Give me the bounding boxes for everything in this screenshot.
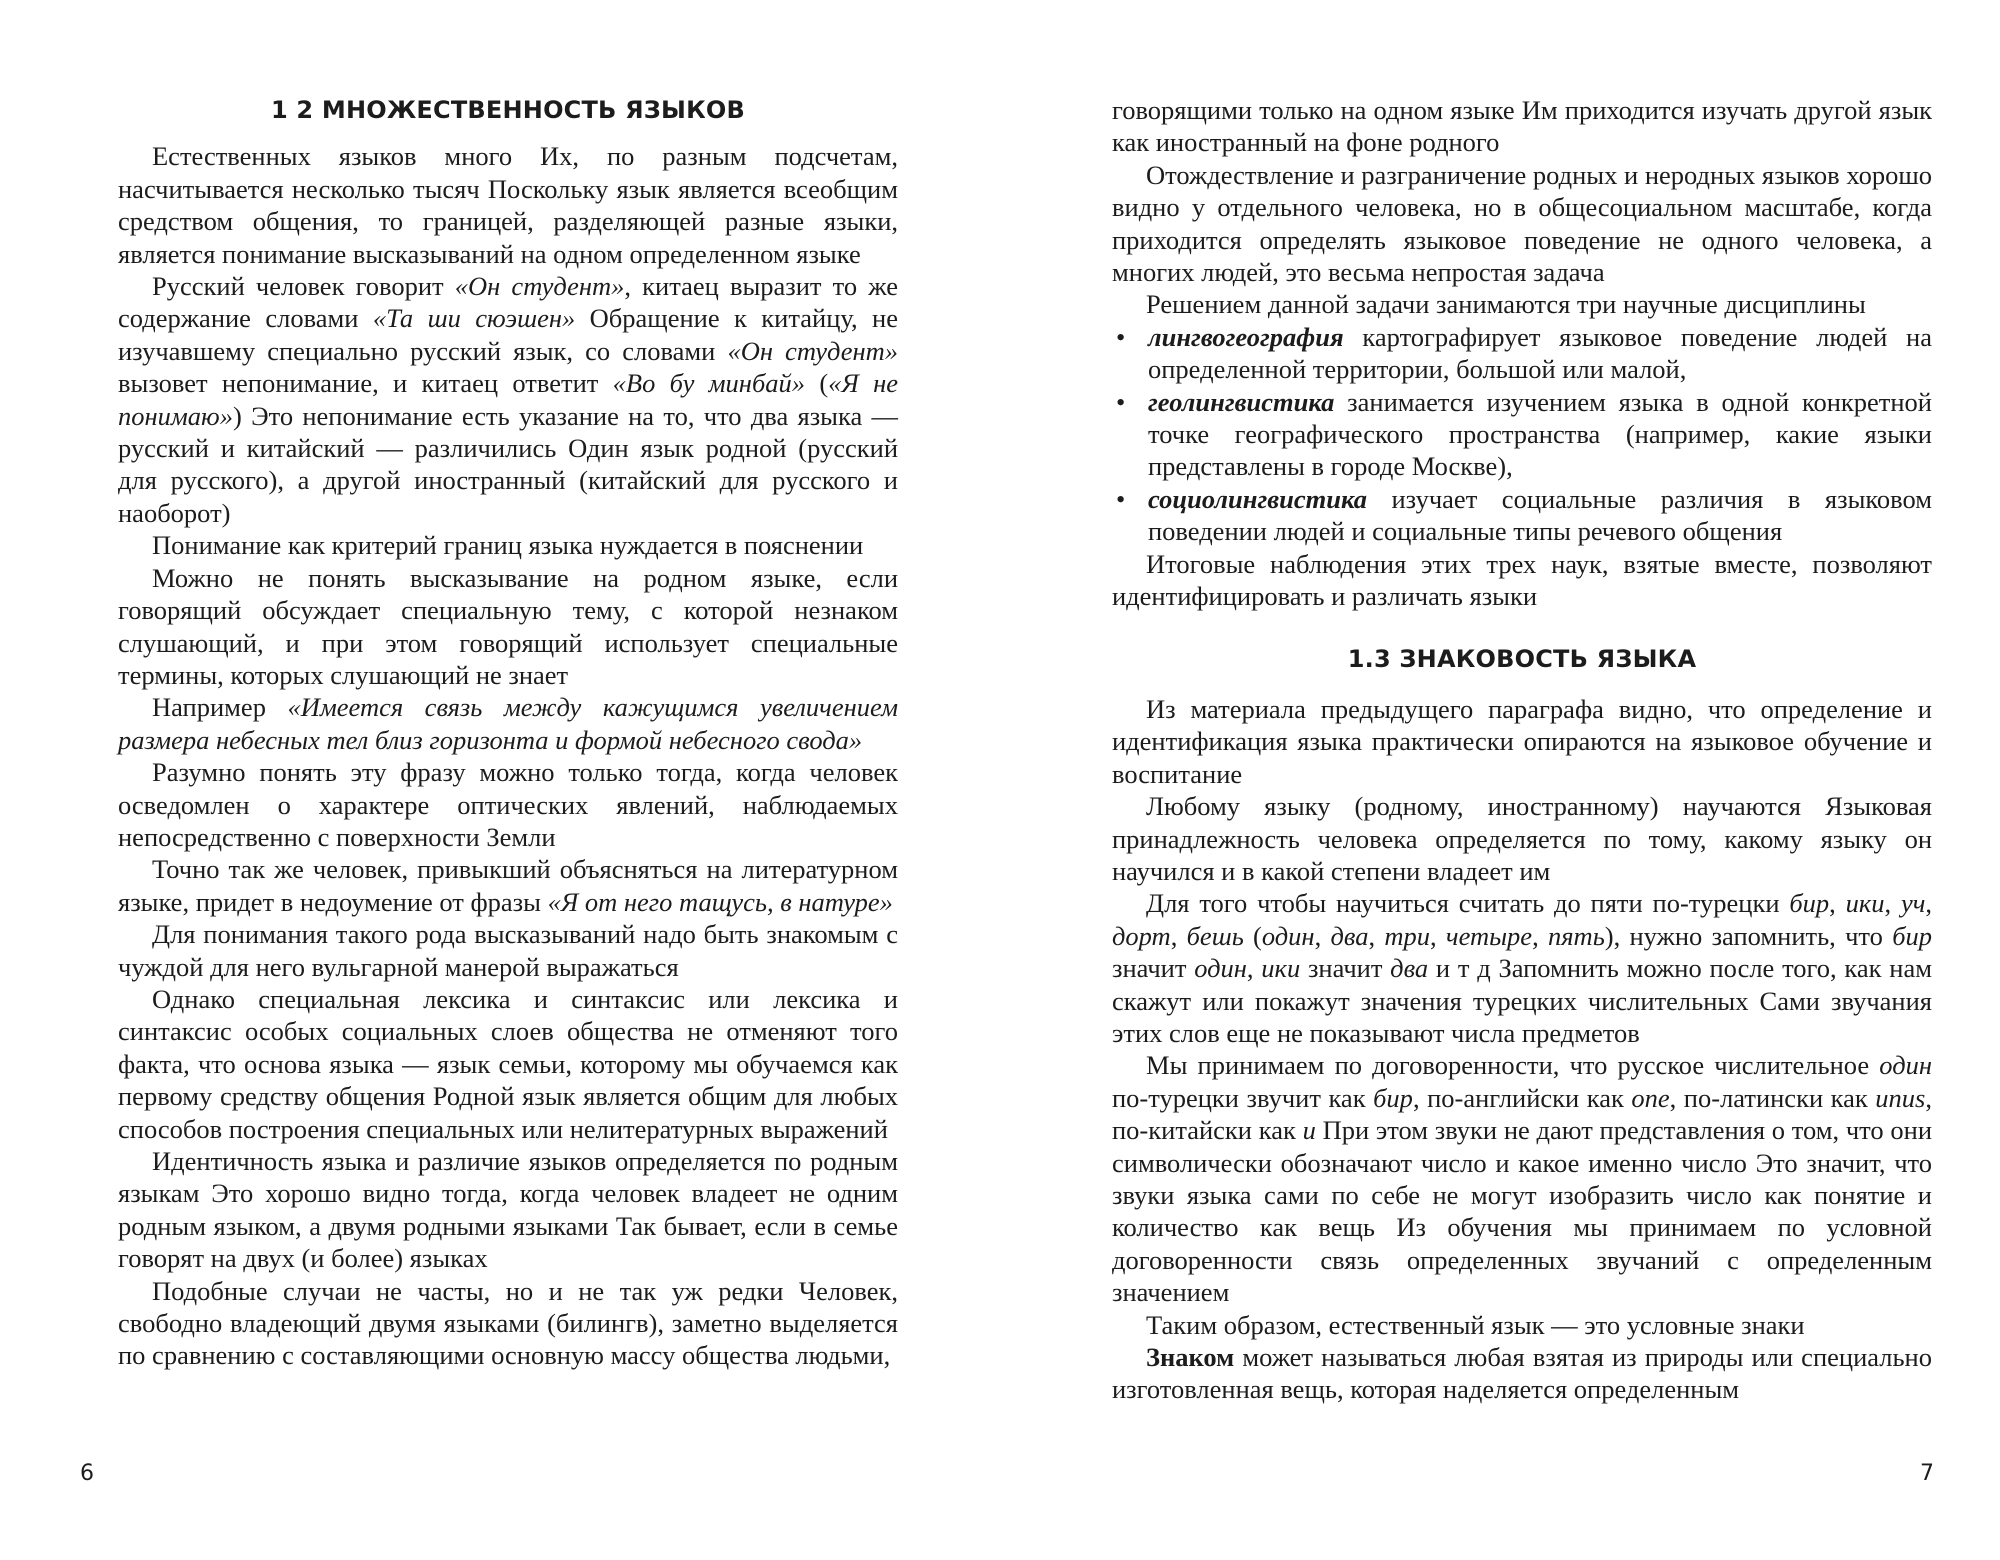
page-number: 7 xyxy=(1920,1461,1934,1486)
paragraph: Мы принимаем по договоренности, что русское числительное один по-турецки звучит как бир, по-английски как one, по-латински как unus, по-китайски как и При этом звуки не дают представления о том, что они символически обозначают число и какое именно число Это значит, что звуки языка сами по себе не могут изобразить число как понятие и количество как вещь Из обучения мы принимаем по условной договоренности связь определенных звучаний с определенным значением xyxy=(1112,1050,1932,1308)
list-item: • социолингвистика изучает социальные различия в языковом поведении людей и социальные типы речевого общения xyxy=(1112,483,1932,548)
paragraph: Понимание как критерий границ языка нуждается в пояснении xyxy=(152,530,864,561)
paragraph: Для того чтобы научиться считать до пяти по-турецки бир, ики, уч, дорт, бешь (один, два, три, четыре, пять), нужно запомнить, что бир значит один, ики значит два и т д Запомнить можно после того, как нам скажут или покажут значения турецких числительных Сами звучания этих слов еще не показывают числа предметов xyxy=(1112,888,1933,1048)
section-heading-1-2: 1 2 МНОЖЕСТВЕННОСТЬ ЯЗЫКОВ xyxy=(270,96,746,124)
right-page xyxy=(1000,0,2000,1560)
list-item: • геолингвистика занимается изучением языка в одной конкретной точке географического пространства (например, какие языки представлены в городе Москве), xyxy=(1112,386,1932,483)
paragraph: Отождествление и разграничение родных и неродных языков хорошо видно у отдельного человека, но в общесоциальном масштабе, когда приходится определять языковое поведение не одного человека, а многих людей, это весьма непростая задача xyxy=(1112,159,1932,288)
section-heading-1-3: 1.3 ЗНАКОВОСТЬ ЯЗЫКА xyxy=(1347,644,1697,673)
paragraph: Решением данной задачи занимаются три научные дисциплины xyxy=(1146,289,1866,320)
paragraph: Идентичность языка и различие языков определяется по родным языкам Это хорошо видно тогда, когда человек владеет не одним родным языком, а двумя родными языками Так бывает, если в семье говорят на двух (и более) языках xyxy=(118,1146,898,1274)
page-number: 6 xyxy=(80,1461,94,1486)
paragraph: Любому языку (родному, иностранному) научаются Языковая принадлежность человека определяется по тому, какому языку он научился и в какой степени владеет им xyxy=(1112,791,1932,886)
paragraph: Таким образом, естественный язык — это условные знаки xyxy=(1146,1309,1805,1340)
paragraph: Для понимания такого рода высказываний надо быть знакомым с чуждой для него вульгарной манерой выражаться xyxy=(118,919,898,982)
disciplines-list xyxy=(1112,321,1932,548)
paragraph: Можно не понять высказывание на родном языке, если говорящий обсуждает специальную тему, с которой незнаком слушающий, и при этом говорящий использует специальные термины, которых слушающий не знает xyxy=(118,562,898,690)
paragraph: Разумно понять эту фразу можно только тогда, когда человек осведомлен о характере оптических явлений, наблюдаемых непосредственно с поверхности Земли xyxy=(118,757,898,852)
paragraph: Точно так же человек, привыкший объясняться на литературном языке, придет в недоумение от фразы «Я от него тащусь, в натуре» xyxy=(118,854,898,917)
paragraph: Подобные случаи не часты, но и не так уж редки Человек, свободно владеющий двумя языками (билингв), заметно выделяется по сравнению с составляющими основную массу общества людьми, xyxy=(118,1275,898,1371)
paragraph: Например «Имеется связь между кажущимся увеличением размера небесных тел близ горизонта и формой небесного свода» xyxy=(118,692,898,755)
list-item: • лингвогеография картографирует языковое поведение людей на определенной территории, большой или малой, xyxy=(1112,321,1932,386)
paragraph: Знаком может называться любая взятая из природы или специально изготовленная вещь, которая наделяется определенным xyxy=(1112,1342,1932,1405)
paragraph: говорящими только на одном языке Им приходится изучать другой язык как иностранный на фоне родного xyxy=(1112,95,1932,158)
paragraph: Однако специальная лексика и синтаксис или лексика и синтаксис особых социальных слоев общества не отменяют того факта, что основа языка — язык семьи, которому мы обучаемся как первому средству общения Родной язык является общим для любых способов построения специальных или нелитературных выражений xyxy=(118,983,898,1144)
right-text-column xyxy=(1112,94,1932,1406)
paragraph: Из материала предыдущего параграфа видно, что определение и идентификация языка практически опираются на языковое обучение и воспитание xyxy=(1112,693,1932,789)
left-text-column xyxy=(118,86,898,1372)
paragraph: Русский человек говорит «Он студент», китаец выразит то же содержание словами «Та ши сюэшен» Обращение к китайцу, не изучавшему специально русский язык, со словами «Он студент» вызовет непонимание, и китаец ответит «Во бу минбай» («Я не понимаю») Это непонимание есть указание на то, что два языка — русский и китайский — различились Один язык родной (русский для русского), а другой иностранный (китайский для русского и наоборот) xyxy=(118,271,899,528)
paragraph: Итоговые наблюдения этих трех наук, взятые вместе, позволяют идентифицировать и различать языки xyxy=(1112,548,1932,612)
paragraph: Естественных языков много Их, по разным подсчетам, насчитывается несколько тысяч Поскольку язык является всеобщим средством общения, то границей, разделяющей разные языки, является понимание высказываний на одном определенном языке xyxy=(118,141,898,269)
